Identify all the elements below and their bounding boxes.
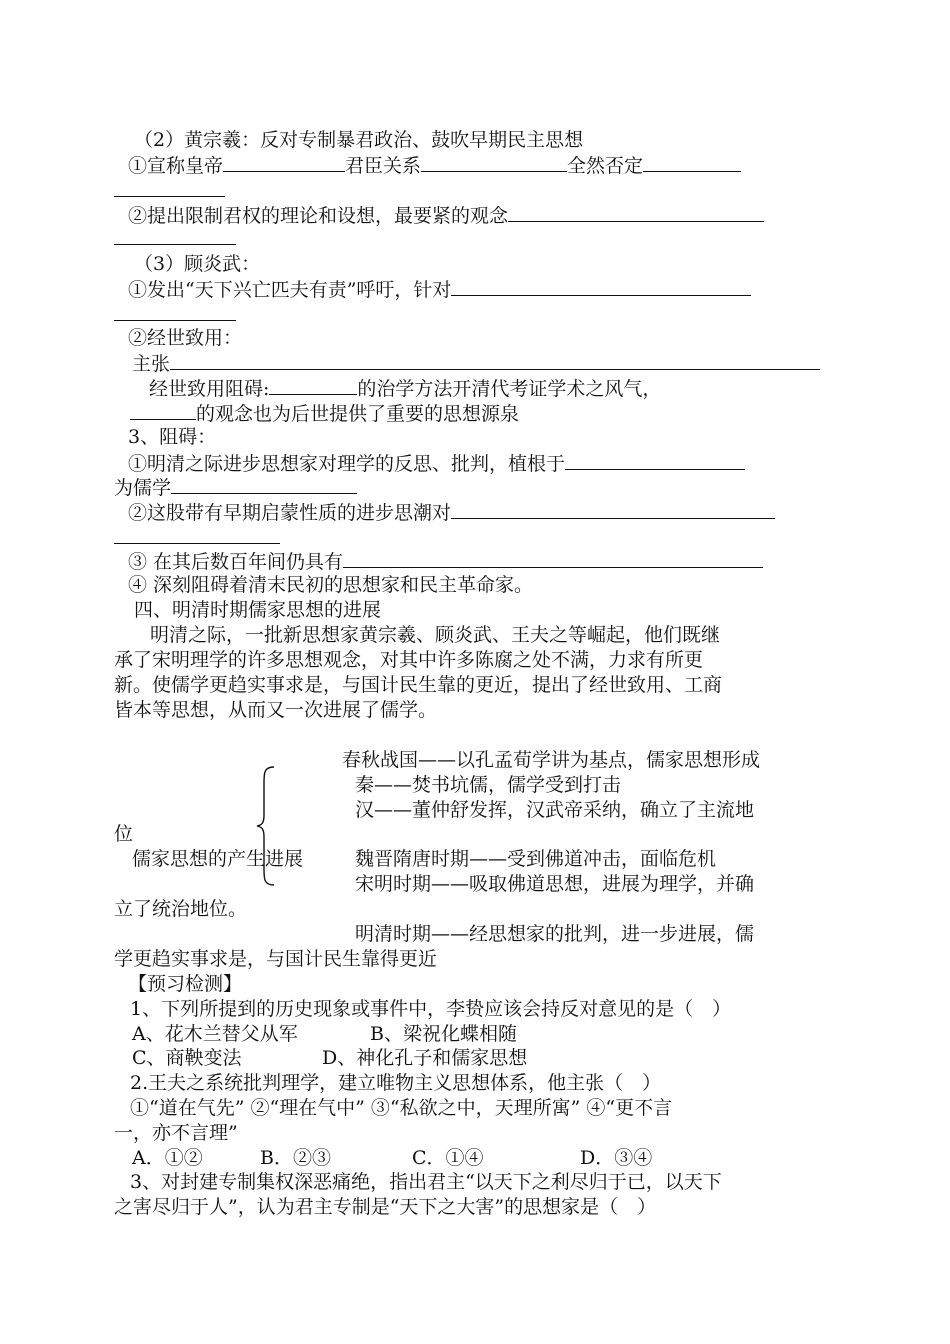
text-fragment: 为儒学 xyxy=(114,477,172,499)
blank-line xyxy=(114,320,236,321)
question-3: 3、对封建专制集权深恶痛绝，指出君主“以天下之利尽归于已，以天下 xyxy=(130,1171,722,1193)
diagram-branch-cont: 立了统治地位。 xyxy=(114,898,248,920)
diagram-branch: 魏晋隋唐时期——受到佛道冲击，面临危机 xyxy=(355,848,717,870)
diagram-branch: 春秋战国——以孔孟荀学讲为基点，儒家思想形成 xyxy=(342,749,761,771)
text-fragment: 君臣关系 xyxy=(345,155,422,177)
text-fragment: 主张 xyxy=(132,353,171,375)
text-line xyxy=(128,450,745,476)
text-line xyxy=(128,202,764,228)
blank-line xyxy=(451,499,775,519)
text-fragment: 经世致用阻碍: xyxy=(149,378,270,400)
diagram-branch: 汉——董仲舒发挥，汉武帝采纳，确立了主流地 xyxy=(355,799,755,821)
text-fragment: ①明清之际进步思想家对理学的反思、批判，植根于 xyxy=(128,453,566,475)
section-title-gu: （3）顾炎武： xyxy=(134,253,261,275)
option-1a: A、花木兰替父从军 xyxy=(132,1023,298,1045)
blank-line xyxy=(508,202,764,222)
section-title-obstacle: 3、阻碍： xyxy=(128,426,217,448)
diagram-branch-cont: 位 xyxy=(114,823,134,845)
paragraph-line: 皆本等思想，从而又一次进展了儒学。 xyxy=(114,699,438,721)
blank-line xyxy=(223,152,345,172)
curly-brace-icon xyxy=(254,765,278,887)
text-fragment: 的治学方法开清代考证学术之风气， xyxy=(357,378,662,400)
text-fragment: 全然否定 xyxy=(567,155,644,177)
question-1: 1、下列所提到的历史现象或事件中，李贽应该会持反对意见的是（ ） xyxy=(130,998,732,1020)
blank-line xyxy=(343,548,763,568)
option-1d: D、神化孔子和儒家思想 xyxy=(322,1047,528,1069)
text-fragment: ②提出限制君权的理论和设想，最要紧的观念 xyxy=(128,205,509,227)
text-line xyxy=(130,400,519,426)
quiz-title: 【预习检测】 xyxy=(128,973,243,995)
section-title-huang: （2）黄宗羲：反对专制暴君政治、鼓吹早期民主思想 xyxy=(134,129,584,151)
option-2a: A．①② xyxy=(132,1147,203,1169)
paragraph-line: 新。使儒学更趋实事求是，与国计民生靠的更近，提出了经世致用、工商 xyxy=(114,674,723,696)
blank-line xyxy=(565,450,745,470)
blank-line xyxy=(114,196,225,197)
blank-line xyxy=(130,400,196,420)
question-2: 2.王夫之系统批判理学，建立唯物主义思想体系，他主张（ ） xyxy=(130,1072,662,1094)
text-line xyxy=(114,474,357,500)
text-line xyxy=(128,499,775,525)
diagram-branch: 明清时期——经思想家的批判，进一步进展，儒 xyxy=(355,923,755,945)
text-fragment: ①发出“天下兴亡匹夫有责”呼吁，针对 xyxy=(128,279,452,301)
section-title-development: 四、明清时期儒家思想的进展 xyxy=(134,599,382,621)
option-2c: C．①④ xyxy=(412,1147,484,1169)
option-2b: B．②③ xyxy=(260,1147,331,1169)
text-line: ④ 深刻阻碍着清末民初的思想家和民主革命家。 xyxy=(128,574,534,596)
text-fragment: ③ 在其后数百年间仍具有 xyxy=(128,551,344,573)
text-line xyxy=(128,548,763,574)
option-1b: B、梁祝化蝶相随 xyxy=(370,1023,517,1045)
blank-line xyxy=(171,474,357,494)
blank-line xyxy=(114,543,280,544)
blank-line xyxy=(421,152,567,172)
question-2-statements-cont: 一，亦不言理” xyxy=(114,1122,238,1144)
blank-line xyxy=(643,152,741,172)
diagram-root-label: 儒家思想的产生进展 xyxy=(132,848,304,870)
diagram-branch-cont: 学更趋实事求是，与国计民生靠得更近 xyxy=(114,948,438,970)
blank-line xyxy=(114,244,236,245)
paragraph-line: 明清之际，一批新思想家黄宗羲、顾炎武、王夫之等崛起，他们既继 xyxy=(150,624,721,646)
text-fragment: ①宣称皇帝 xyxy=(128,155,224,177)
question-2-statements: ①“道在气先” ②“理在气中” ③“私欲之中，天理所寓” ④“更不言 xyxy=(130,1097,673,1119)
paragraph-line: 承了宋明理学的许多思想观念，对其中许多陈腐之处不满，力求有所更 xyxy=(114,649,704,671)
text-line xyxy=(128,276,751,302)
diagram-branch: 宋明时期——吸取佛道思想，进展为理学，并确 xyxy=(355,873,755,895)
blank-line xyxy=(269,375,357,395)
text-fragment: 的观念也为后世提供了重要的思想源泉 xyxy=(196,403,520,425)
text-line xyxy=(128,152,741,178)
option-1c: C、商鞅变法 xyxy=(132,1047,242,1069)
text-line xyxy=(132,350,820,376)
question-3-cont: 之害尽归于人”，认为君主专制是“天下之大害”的思想家是（ ） xyxy=(114,1196,657,1218)
diagram-branch: 秦——焚书坑儒，儒学受到打击 xyxy=(355,774,622,796)
text-line xyxy=(149,375,661,401)
text-fragment: ②这股带有早期启蒙性质的进步思潮对 xyxy=(128,502,452,524)
text-line: ②经世致用： xyxy=(128,327,243,349)
blank-line xyxy=(451,276,751,296)
blank-line xyxy=(170,350,820,370)
option-2d: D．③④ xyxy=(580,1147,653,1169)
